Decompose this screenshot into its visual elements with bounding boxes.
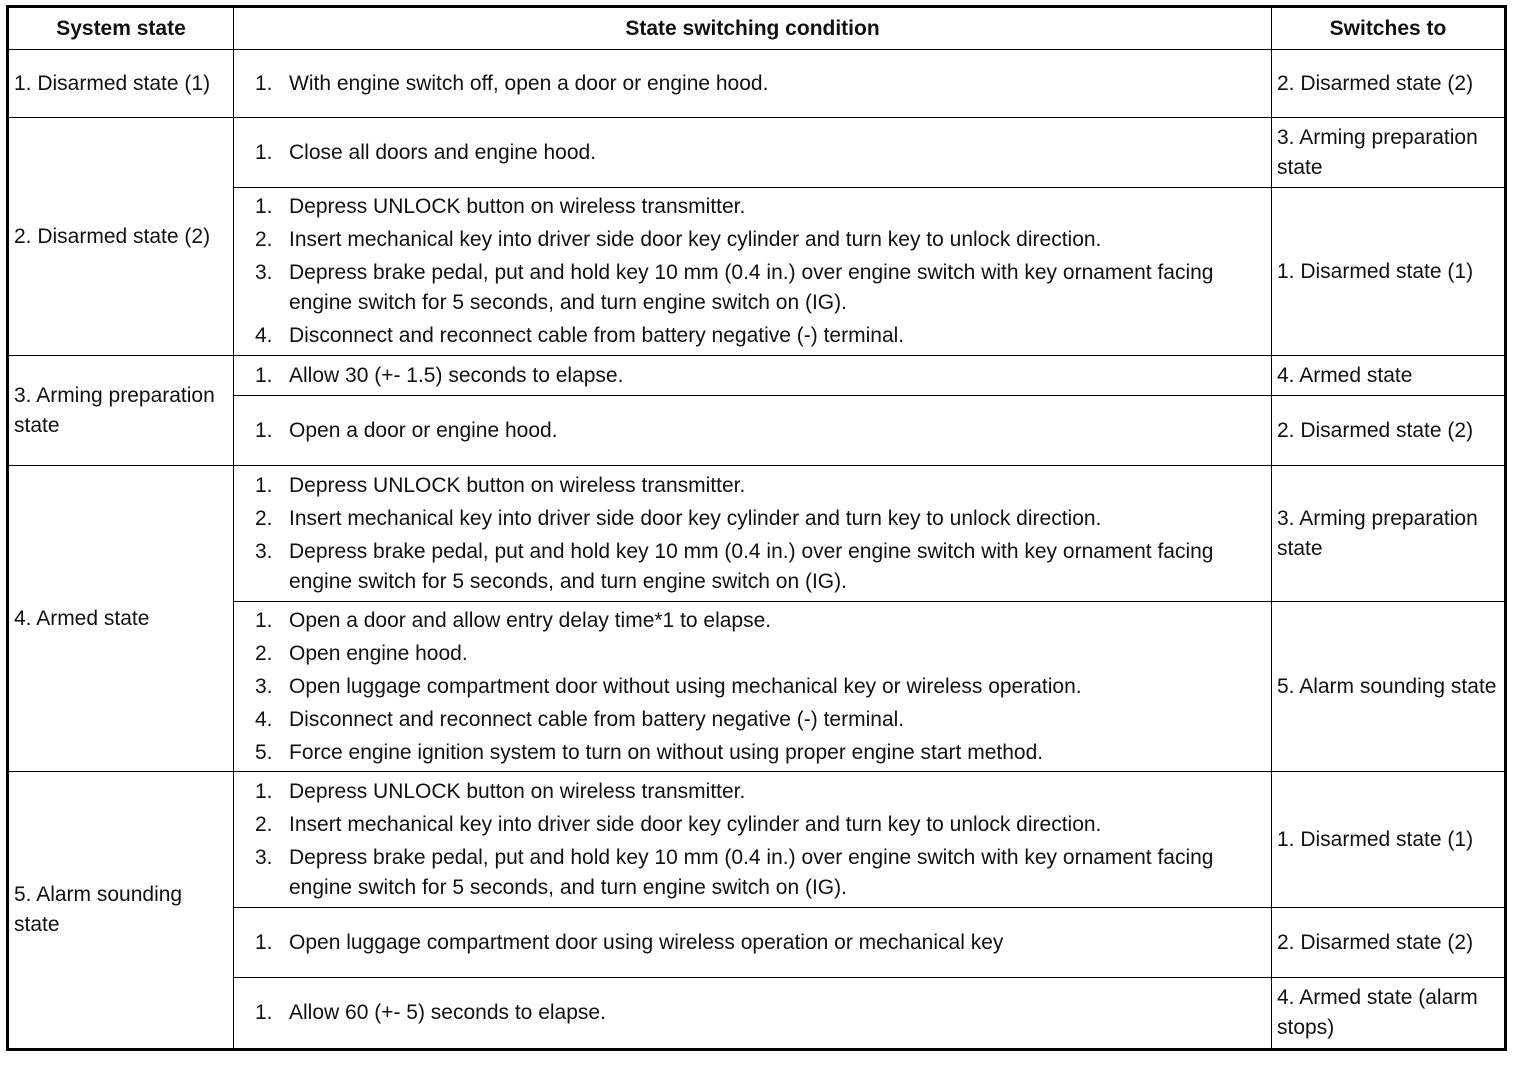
condition-text: Depress UNLOCK button on wireless transmitter. xyxy=(289,195,746,218)
condition-item xyxy=(239,225,1265,255)
condition-text: Open luggage compartment door using wireless operation or mechanical key xyxy=(289,930,1004,954)
condition-list xyxy=(239,69,1265,99)
table-row xyxy=(8,466,1506,602)
table-row xyxy=(8,356,1506,396)
condition-item xyxy=(239,928,1265,958)
condition-item xyxy=(239,843,1265,903)
condition-number: 5. xyxy=(255,740,273,764)
state-switching-table xyxy=(6,5,1507,1051)
condition-item xyxy=(239,672,1265,702)
header-system-state: System state xyxy=(8,7,234,50)
condition-number: 1. xyxy=(255,140,273,164)
condition-list xyxy=(239,471,1265,597)
condition-text: Open a door and allow entry delay time*1 to elapse. xyxy=(289,608,772,632)
condition-item xyxy=(239,416,1265,446)
system-state-cell: 4. Armed state xyxy=(8,466,234,772)
condition-text: Open engine hood. xyxy=(289,641,468,665)
condition-item xyxy=(239,471,1265,501)
switches-to-cell: 5. Alarm sounding state xyxy=(1272,602,1506,772)
condition-item xyxy=(239,998,1265,1028)
switches-to-cell: 3. Arming preparation state xyxy=(1272,118,1506,188)
condition-cell xyxy=(234,602,1272,772)
switches-to-cell: 1. Disarmed state (1) xyxy=(1272,772,1506,908)
condition-text: Insert mechanical key into driver side door key cylinder and turn key to unlock direction. xyxy=(289,228,1102,251)
condition-number: 2. xyxy=(255,812,273,836)
condition-number: 1. xyxy=(255,71,273,95)
condition-item xyxy=(239,138,1265,168)
condition-number: 3. xyxy=(255,845,273,869)
condition-number: 1. xyxy=(255,608,273,632)
condition-cell xyxy=(234,466,1272,602)
header-row xyxy=(8,7,1506,50)
condition-item xyxy=(239,777,1265,807)
condition-list xyxy=(239,777,1265,903)
condition-number: 3. xyxy=(255,539,273,563)
table-row xyxy=(8,118,1506,188)
condition-cell xyxy=(234,50,1272,118)
condition-text: Insert mechanical key into driver side door key cylinder and turn key to unlock direction. xyxy=(289,506,1102,530)
condition-number: 3. xyxy=(255,674,273,698)
table-row xyxy=(8,50,1506,118)
condition-number: 1. xyxy=(255,195,273,218)
condition-text: With engine switch off, open a door or engine hood. xyxy=(289,71,769,95)
condition-list xyxy=(239,192,1265,351)
condition-text: Allow 30 (+- 1.5) seconds to elapse. xyxy=(289,363,624,387)
condition-item xyxy=(239,537,1265,597)
condition-cell xyxy=(234,908,1272,978)
condition-text: Depress brake pedal, put and hold key 10 mm (0.4 in.) over engine switch with key ornament facing engine switch for 5 seconds, and turn engine switch on (IG). xyxy=(289,261,1214,314)
condition-text: Disconnect and reconnect cable from battery negative (-) terminal. xyxy=(289,707,905,731)
condition-number: 2. xyxy=(255,228,273,251)
condition-list xyxy=(239,416,1265,446)
table-row xyxy=(8,772,1506,908)
condition-item xyxy=(239,361,1265,391)
table-body xyxy=(8,50,1506,1050)
condition-number: 1. xyxy=(255,473,273,497)
switches-to-cell: 4. Armed state xyxy=(1272,356,1506,396)
condition-cell xyxy=(234,978,1272,1050)
condition-cell xyxy=(234,188,1272,356)
condition-item xyxy=(239,504,1265,534)
condition-text: Insert mechanical key into driver side door key cylinder and turn key to unlock direction. xyxy=(289,812,1102,836)
condition-text: Close all doors and engine hood. xyxy=(289,140,597,164)
condition-item xyxy=(239,810,1265,840)
header-switches-to: Switches to xyxy=(1272,7,1506,50)
system-state-cell: 1. Disarmed state (1) xyxy=(8,50,234,118)
condition-item xyxy=(239,639,1265,669)
system-state-cell: 5. Alarm sounding state xyxy=(8,772,234,1050)
condition-number: 1. xyxy=(255,779,273,803)
condition-list xyxy=(239,138,1265,168)
system-state-cell: 3. Arming preparation state xyxy=(8,356,234,466)
condition-item xyxy=(239,192,1265,222)
condition-cell xyxy=(234,396,1272,466)
condition-text: Allow 60 (+- 5) seconds to elapse. xyxy=(289,1001,606,1024)
switches-to-cell: 3. Arming preparation state xyxy=(1272,466,1506,602)
switches-to-cell: 2. Disarmed state (2) xyxy=(1272,396,1506,466)
condition-text: Disconnect and reconnect cable from battery negative (-) terminal. xyxy=(289,324,905,347)
condition-text: Depress brake pedal, put and hold key 10 mm (0.4 in.) over engine switch with key ornament facing engine switch for 5 seconds, and turn engine switch on (IG). xyxy=(289,845,1214,899)
condition-cell xyxy=(234,772,1272,908)
condition-number: 2. xyxy=(255,506,273,530)
condition-item xyxy=(239,258,1265,318)
switches-to-cell: 2. Disarmed state (2) xyxy=(1272,908,1506,978)
condition-number: 1. xyxy=(255,363,273,387)
condition-item xyxy=(239,606,1265,636)
condition-number: 4. xyxy=(255,324,273,347)
switches-to-cell: 1. Disarmed state (1) xyxy=(1272,188,1506,356)
system-state-cell: 2. Disarmed state (2) xyxy=(8,118,234,356)
condition-text: Depress UNLOCK button on wireless transmitter. xyxy=(289,473,746,497)
condition-number: 1. xyxy=(255,418,273,442)
switches-to-cell: 2. Disarmed state (2) xyxy=(1272,50,1506,118)
condition-item xyxy=(239,705,1265,735)
condition-number: 1. xyxy=(255,930,273,954)
condition-text: Depress brake pedal, put and hold key 10 mm (0.4 in.) over engine switch with key ornament facing engine switch for 5 seconds, and turn engine switch on (IG). xyxy=(289,539,1214,593)
condition-text: Force engine ignition system to turn on without using proper engine start method. xyxy=(289,740,1044,764)
condition-number: 2. xyxy=(255,641,273,665)
condition-list xyxy=(239,928,1265,958)
condition-text: Depress UNLOCK button on wireless transmitter. xyxy=(289,779,746,803)
condition-item xyxy=(239,69,1265,99)
condition-list xyxy=(239,606,1265,768)
condition-text: Open a door or engine hood. xyxy=(289,418,558,442)
condition-item xyxy=(239,321,1265,351)
condition-text: Open luggage compartment door without using mechanical key or wireless operation. xyxy=(289,674,1082,698)
condition-number: 3. xyxy=(255,261,273,284)
condition-number: 1. xyxy=(255,1001,273,1024)
condition-cell xyxy=(234,118,1272,188)
condition-list xyxy=(239,361,1265,391)
condition-item xyxy=(239,738,1265,768)
header-switching-condition: State switching condition xyxy=(234,7,1272,50)
condition-number: 4. xyxy=(255,707,273,731)
condition-cell xyxy=(234,356,1272,396)
condition-list xyxy=(239,998,1265,1028)
switches-to-cell: 4. Armed state (alarm stops) xyxy=(1272,978,1506,1050)
